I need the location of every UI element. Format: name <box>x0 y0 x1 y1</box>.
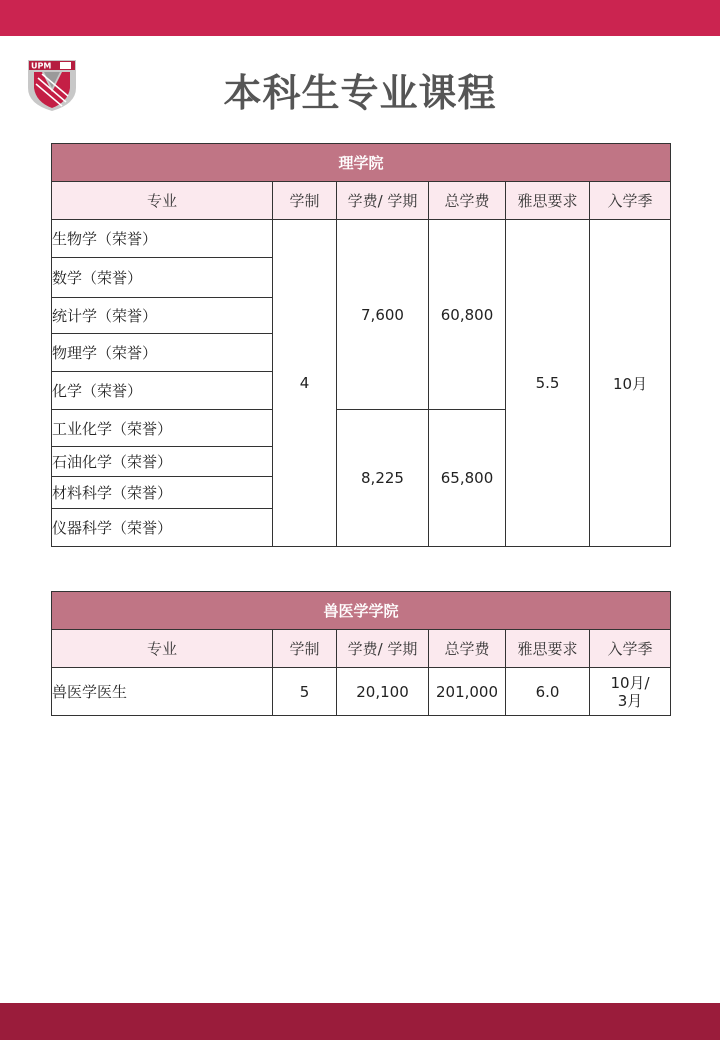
svg-text:UPM: UPM <box>31 61 52 71</box>
column-header-row <box>52 182 671 220</box>
faculty-name: 理学院 <box>52 144 671 182</box>
bottom-banner <box>0 1003 720 1040</box>
col-fee-per-semester: 学费/ 学期 <box>337 182 429 220</box>
intake-value: 10月 <box>590 220 671 547</box>
fee-per-semester-value: 8,225 <box>337 410 429 547</box>
program-name: 兽医学医生 <box>52 668 273 716</box>
col-total-fee: 总学费 <box>429 630 506 668</box>
faculty-header-row <box>52 144 671 182</box>
col-total-fee: 总学费 <box>429 182 506 220</box>
col-duration: 学制 <box>273 630 337 668</box>
fee-per-semester-value: 7,600 <box>337 220 429 410</box>
duration-value: 4 <box>273 220 337 547</box>
duration-value: 5 <box>273 668 337 716</box>
col-fee-per-semester: 学费/ 学期 <box>337 630 429 668</box>
faculty-name: 兽医学学院 <box>52 592 671 630</box>
faculty-header-row <box>52 592 671 630</box>
program-name: 石油化学（荣誉） <box>52 447 273 477</box>
ielts-value: 5.5 <box>506 220 590 547</box>
program-name: 物理学（荣誉） <box>52 334 273 372</box>
total-fee-value: 201,000 <box>429 668 506 716</box>
veterinary-programs-table <box>51 591 671 716</box>
col-intake: 入学季 <box>590 630 671 668</box>
program-name: 材料科学（荣誉） <box>52 477 273 509</box>
ielts-value: 6.0 <box>506 668 590 716</box>
col-intake: 入学季 <box>590 182 671 220</box>
program-name: 化学（荣誉） <box>52 372 273 410</box>
col-program: 专业 <box>52 630 273 668</box>
top-banner <box>0 0 720 36</box>
program-name: 统计学（荣誉） <box>52 298 273 334</box>
table-row <box>52 668 671 716</box>
program-name: 数学（荣誉） <box>52 258 273 298</box>
col-ielts: 雅思要求 <box>506 182 590 220</box>
program-name: 仪器科学（荣誉） <box>52 509 273 547</box>
col-duration: 学制 <box>273 182 337 220</box>
total-fee-value: 65,800 <box>429 410 506 547</box>
program-name: 工业化学（荣誉） <box>52 410 273 447</box>
col-ielts: 雅思要求 <box>506 630 590 668</box>
col-program: 专业 <box>52 182 273 220</box>
intake-value: 10月/ 3月 <box>590 668 671 716</box>
total-fee-value: 60,800 <box>429 220 506 410</box>
column-header-row <box>52 630 671 668</box>
table-row <box>52 220 671 258</box>
program-name: 生物学（荣誉） <box>52 220 273 258</box>
page-title: 本科生专业课程 <box>223 71 497 115</box>
fee-per-semester-value: 20,100 <box>337 668 429 716</box>
science-programs-table <box>51 143 671 547</box>
